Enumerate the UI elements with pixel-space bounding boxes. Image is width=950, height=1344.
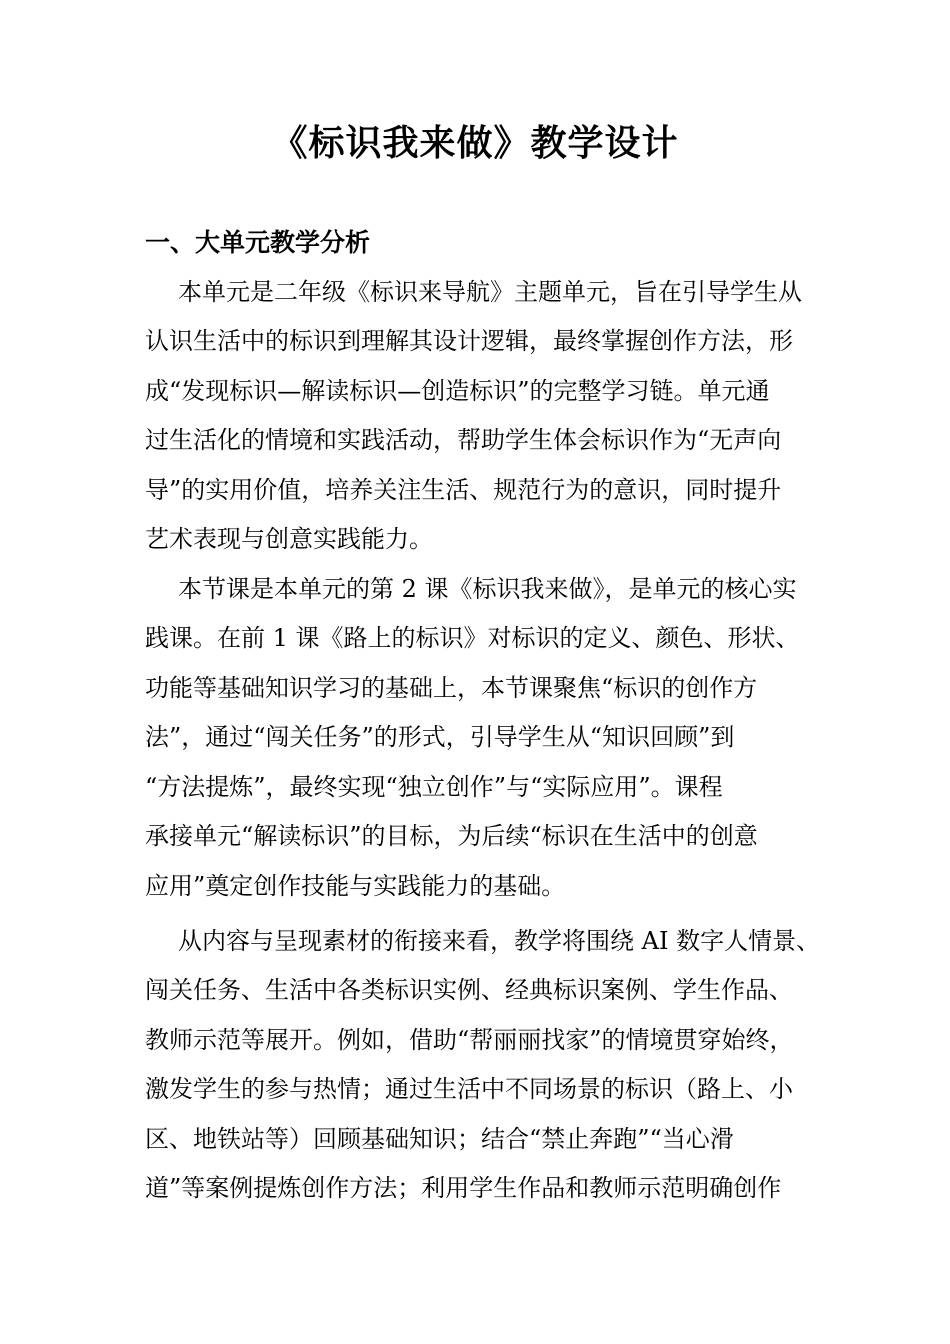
paragraph-3-line-3: 教师示范等展开。例如，借助“帮丽丽找家”的情境贯穿始终， xyxy=(145,1026,794,1054)
paragraph-1-line-1: 本单元是二年级《标识来导航》主题单元，旨在引导学生从 xyxy=(178,278,802,306)
section-heading: 一、大单元教学分析 xyxy=(145,228,371,257)
paragraph-2-line-2: 践课。在前 1 课《路上的标识》对标识的定义、颜色、形状、 xyxy=(145,624,800,652)
paragraph-2-line-6: 承接单元“解读标识”的目标，为后续“标识在生活中的创意 xyxy=(145,822,758,850)
paragraph-3-line-5: 区、地铁站等）回顾基础知识；结合“禁止奔跑”“当心滑 xyxy=(145,1125,734,1153)
paragraph-3-line-6: 道”等案例提炼创作方法；利用学生作品和教师示范明确创作 xyxy=(145,1174,782,1202)
paragraph-2-line-1: 本节课是本单元的第 2 课《标识我来做》，是单元的核心实 xyxy=(178,575,797,603)
paragraph-1-line-5: 导”的实用价值，培养关注生活、规范行为的意识，同时提升 xyxy=(145,476,782,504)
paragraph-2-line-5: “方法提炼”，最终实现“独立创作”与“实际应用”。课程 xyxy=(145,773,723,801)
paragraph-1-line-4: 过生活化的情境和实践活动，帮助学生体会标识作为“无声向 xyxy=(145,426,782,454)
paragraph-2-line-4: 法”，通过“闯关任务”的形式，引导学生从“知识回顾”到 xyxy=(145,723,735,751)
paragraph-3-line-4: 激发学生的参与热情；通过生活中不同场景的标识（路上、小 xyxy=(145,1075,793,1103)
paragraph-1-line-6: 艺术表现与创意实践能力。 xyxy=(145,525,433,553)
paragraph-2-line-3: 功能等基础知识学习的基础上，本节课聚焦“标识的创作方 xyxy=(145,674,758,702)
paragraph-1-line-2: 认识生活中的标识到理解其设计逻辑，最终掌握创作方法，形 xyxy=(145,327,793,355)
paragraph-2-line-7: 应用”奠定创作技能与实践能力的基础。 xyxy=(145,872,566,900)
paragraph-3-line-1: 从内容与呈现素材的衔接来看，教学将围绕 AI 数字人情景、 xyxy=(178,927,821,955)
page-title: 《标识我来做》教学设计 xyxy=(271,123,679,164)
paragraph-1-line-3: 成“发现标识—解读标识—创造标识”的完整学习链。单元通 xyxy=(145,377,770,405)
paragraph-3-line-2: 闯关任务、生活中各类标识实例、经典标识案例、学生作品、 xyxy=(145,976,793,1004)
